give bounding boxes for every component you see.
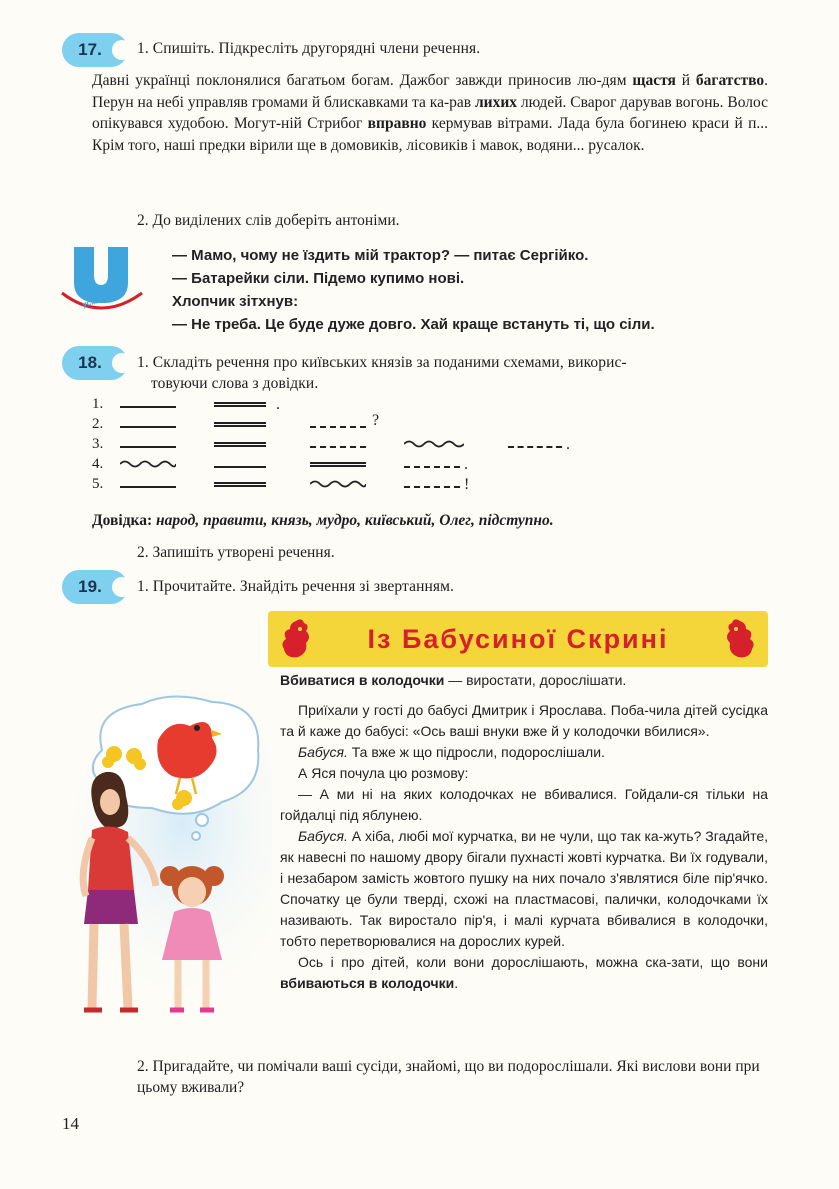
exercise-19-task-2: 2. Пригадайте, чи помічали ваші сусіди, знайомі, що ви подорослішали. Які вислови вони при цьому вживали? bbox=[137, 1058, 760, 1096]
scheme-subject-line bbox=[120, 446, 176, 448]
exercise-17-title: 1. Спишіть. Підкресліть другорядні члени речення. bbox=[137, 40, 481, 57]
scheme-predicate-line bbox=[310, 462, 366, 467]
rooster-icon bbox=[722, 617, 758, 661]
exercise-19-title: 1. Прочитайте. Знайдіть речення зі звертанням. bbox=[137, 578, 455, 595]
scheme-subject-line bbox=[214, 466, 266, 468]
exercise-number-badge: 18. bbox=[62, 346, 128, 380]
smile-caption: усміхнись bbox=[81, 289, 123, 310]
bold-word: щастя bbox=[632, 72, 676, 89]
scheme-row-number: 2. bbox=[92, 416, 104, 432]
scheme-object-line bbox=[404, 486, 460, 488]
bold-word: вправно bbox=[367, 115, 427, 132]
dialog-line: — Мамо, чому не їздить мій трактор? — питає Сергійко. bbox=[172, 247, 589, 264]
banner-title: Із Бабусиної Скрині bbox=[367, 623, 669, 654]
scheme-subject-line bbox=[120, 426, 176, 428]
scheme-row-number: 1. bbox=[92, 396, 104, 412]
exercise-17-text: Давні українці поклонялися багатьом богам. Дажбог завжди приносив лю-дям щастя й багатство. Перун на небі управляв громами й блискавками та ка-рав лихих людей. Сварог дарував вогонь. Волос опікувався худобою. Могут-ній Стрибог вправно кермував вітрами. Лада була богинею краси й п... Крім того, наші предки вірили ще в домовиків, лісовиків і мавок, водяни... русалок. bbox=[92, 72, 768, 154]
scheme-predicate-line bbox=[214, 482, 266, 487]
exercise-18-title: 1. Складіть речення про київських князів за поданими схемами, викорис- товуючи слова з довідки. bbox=[137, 354, 627, 392]
exercise-number-badge: 19. bbox=[62, 570, 128, 604]
word-bank-label: Довідка: bbox=[92, 512, 153, 529]
scheme-end-mark: ! bbox=[464, 476, 470, 493]
story-paragraph: Бабуся. Та вже ж що підросли, подорослішали. bbox=[298, 744, 605, 760]
story-paragraph: Бабуся. А хіба, любі мої курчатка, ви не чули, що так ка-жуть? Згадайте, як навесні по нашому двору бігали пухнасті жовті курчатка. Ви їх годували, і незабаром замість жовтого пушку на них почало з'являтися біле пір'ячко. Спочатку це були тверді, схожі на пластмасові, палички, колодочками їх називають. Так виростало пір'я, і малі курчата вбивалися в колодочки, тобто перетворювалися на дорослих курей. bbox=[280, 828, 768, 949]
scheme-subject-line bbox=[120, 486, 176, 488]
scheme-row-number: 4. bbox=[92, 456, 104, 472]
scheme-end-mark: . bbox=[276, 396, 280, 413]
scheme-row-number: 5. bbox=[92, 476, 104, 492]
scheme-row-number: 3. bbox=[92, 436, 104, 452]
story-paragraph: — А ми ні на яких колодочках не вбивалися. Гойдали-ся тільки на гойдалці під яблунею. bbox=[280, 786, 768, 823]
bold-word: багатство bbox=[695, 72, 765, 89]
idiom-definition: Вбиватися в колодочки — виростати, дорослішати. bbox=[280, 672, 627, 688]
scheme-end-mark: . bbox=[464, 456, 468, 473]
word-bank bbox=[92, 512, 554, 530]
scheme-object-line bbox=[404, 466, 460, 468]
rooster-icon bbox=[278, 617, 314, 661]
story-paragraph: Приїхали у гості до бабусі Дмитрик і Ярослава. Поба-чила дітей сусідка та й каже до бабусі: «Ось ваші внуки вже й у колодочки вбилися». bbox=[280, 702, 768, 739]
scheme-subject-line bbox=[120, 406, 176, 408]
scheme-end-mark: ? bbox=[372, 412, 380, 429]
exercise-17-task-2: 2. До виділених слів доберіть антоніми. bbox=[137, 212, 400, 229]
dialog-line: — Не треба. Це буде дуже довго. Хай краще встануть ті, що сіли. bbox=[172, 316, 655, 333]
scheme-object-line bbox=[508, 446, 562, 448]
story-paragraph: Ось і про дітей, коли вони дорослішають, можна ска-зати, що вони вбиваються в колодочки. bbox=[280, 954, 768, 991]
scheme-adverbial-line bbox=[310, 446, 366, 448]
bold-word: лихих bbox=[474, 93, 518, 111]
illustration bbox=[62, 690, 272, 1030]
exercise-18-task-2: 2. Запишіть утворені речення. bbox=[137, 544, 335, 561]
joke-dialog bbox=[172, 244, 655, 336]
scheme-predicate-line bbox=[214, 422, 266, 427]
exercise-number-badge: 17. bbox=[62, 33, 128, 67]
story-paragraph: А Яся почула цю розмову: bbox=[298, 765, 469, 781]
page-number: 14 bbox=[62, 1114, 79, 1133]
scheme-attribute-line bbox=[310, 479, 366, 489]
scheme-attribute-line bbox=[404, 439, 464, 449]
word-bank-words: народ, правити, князь, мудро, київський, Олег, підступно. bbox=[156, 512, 554, 529]
scheme-predicate-line bbox=[214, 402, 266, 407]
scheme-predicate-line bbox=[214, 442, 266, 447]
scheme-end-mark: . bbox=[566, 436, 570, 453]
scheme-attribute-line bbox=[120, 459, 176, 469]
story-text bbox=[280, 700, 768, 994]
dialog-line: Хлопчик зітхнув: bbox=[172, 293, 299, 310]
smile-icon bbox=[56, 243, 146, 315]
section-banner bbox=[268, 611, 768, 667]
scheme-adverbial-line bbox=[310, 426, 366, 428]
dialog-line: — Батарейки сіли. Підемо купимо нові. bbox=[172, 270, 465, 287]
